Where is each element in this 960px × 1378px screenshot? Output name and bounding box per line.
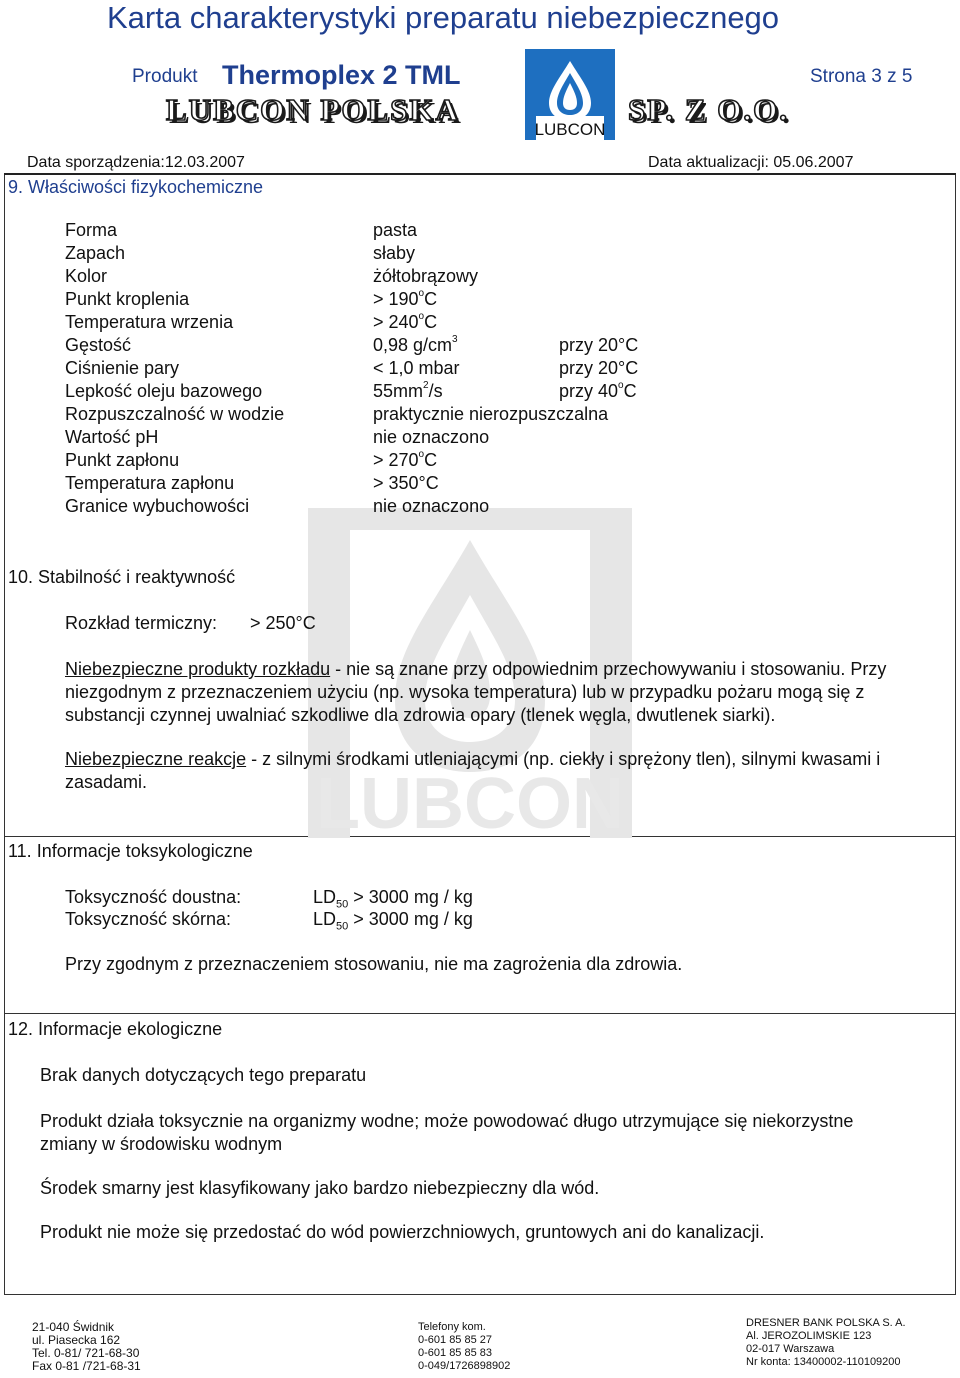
decomposition-label: Rozkład termiczny: <box>65 613 218 633</box>
paragraph-line: zasadami. <box>65 772 148 792</box>
property-value: $55mm^2/s$ <box>373 380 443 401</box>
section-11-title: 11. Informacje toksykologiczne <box>8 841 253 861</box>
toxicity-note: Przy zgodnym z przeznaczeniem stosowaniu, nie ma zagrożenia dla zdrowia. <box>65 954 683 974</box>
toxicity-label: Toksyczność skórna: <box>65 909 232 929</box>
property-value: słaby <box>373 243 416 263</box>
footer-bank <box>746 1317 906 1369</box>
property-label: Lepkość oleju bazowego <box>65 381 263 401</box>
product-name: Thermoplex 2 TML <box>222 60 461 90</box>
product-label: Produkt <box>132 66 198 87</box>
property-value: > $270^oC$ <box>373 449 438 470</box>
paragraph-line: zmiany w środowisku wodnym <box>40 1134 283 1154</box>
footer-line: DRESNER BANK POLSKA S. A. <box>746 1317 906 1329</box>
eco-paragraph: Środek smarny jest klasyfikowany jako bardzo niebezpieczny dla wód. <box>40 1178 600 1198</box>
section-9-title: 9. Właściwości fizykochemiczne <box>8 177 264 197</box>
watermark-text: LUBCON <box>316 764 624 844</box>
property-label: Forma <box>65 220 118 240</box>
footer-line: 21-040 Świdnik <box>32 1320 115 1334</box>
property-label: Kolor <box>65 266 108 286</box>
property-value: żółtobrązowy <box>373 266 479 286</box>
decomposition-value: > 250°C <box>250 613 316 633</box>
property-value: pasta <box>373 220 418 240</box>
page-number: Strona 3 z 5 <box>810 66 913 87</box>
property-value: 0,98 $g/cm^3$ <box>373 334 458 355</box>
decomposition-products-paragraph <box>65 658 955 727</box>
property-condition: przy 40$^o$C <box>559 380 637 401</box>
property-condition: przy 20°C <box>559 335 639 355</box>
footer-line: 0-601 85 85 83 <box>418 1347 493 1359</box>
property-label: Wartość pH <box>65 427 159 447</box>
property-label: Punkt kroplenia <box>65 289 190 309</box>
footer-line: Tel. 0-81/ 721-68-30 <box>32 1346 140 1360</box>
property-value: > $240^oC$ <box>373 311 438 332</box>
footer-line: Fax 0-81 /721-68-31 <box>32 1359 141 1373</box>
document-title: Karta charakterystyki preparatu niebezpiecznego <box>107 0 780 35</box>
frame-top-rule <box>4 173 956 175</box>
property-value: > $190^oC$ <box>373 288 438 309</box>
property-label: Granice wybuchowości <box>65 496 250 516</box>
footer-line: ul. Piasecka 162 <box>32 1333 121 1347</box>
brand-name: LUBCON POLSKA <box>166 92 460 127</box>
paragraph-line: - z silnymi środkami utleniającymi (np. ciekły i sprężony tlen), silnymi kwasami i <box>246 749 881 769</box>
footer-line: 02-017 Warszawa <box>746 1343 835 1355</box>
toxicity-value: $LD_{50} > 3000$ mg / kg <box>313 887 473 911</box>
footer-address <box>32 1321 141 1373</box>
toxicity-value: $LD_{50} > 3000$ mg / kg <box>313 909 473 933</box>
lubcon-logo <box>523 47 617 142</box>
property-condition: przy 20°C <box>559 358 639 378</box>
paragraph-line: Produkt działa toksycznie na organizmy wodne; może powodować długo utrzymujące się niekorzystne <box>40 1111 854 1131</box>
section-12-title: 12. Informacje ekologiczne <box>8 1019 223 1039</box>
property-label: Zapach <box>65 243 126 263</box>
paragraph-line: substancji czynnej uwalniać szkodliwe dla zdrowia opary (tlenek węgla, dwutlenek siarki). <box>65 705 776 725</box>
footer-line: Telefony kom. <box>418 1321 486 1333</box>
brand-suffix: SP. Z O.O. <box>628 92 789 127</box>
paragraph-line: niezgodnym z przeznaczeniem użyciu (np. wysoka temperatura) lub w przypadku pożaru mogą się z <box>65 682 865 702</box>
paragraph-line: - nie są znane przy odpowiednim przechowywaniu i stosowaniu. Przy <box>330 659 887 679</box>
property-value: nie oznaczono <box>373 496 490 516</box>
logo-text: LUBCON <box>534 120 606 139</box>
section-10-title: 10. Stabilność i reaktywność <box>8 567 236 587</box>
section-divider <box>4 1013 956 1014</box>
property-value: < 1,0 mbar <box>373 358 460 378</box>
property-label: Punkt zapłonu <box>65 450 180 470</box>
dangerous-reactions-term: Niebezpieczne reakcje <box>65 749 247 769</box>
date-created: Data sporządzenia:12.03.2007 <box>27 154 245 171</box>
eco-paragraph <box>40 1110 853 1156</box>
property-label: Gęstość <box>65 335 132 355</box>
eco-paragraph: Brak danych dotyczących tego preparatu <box>40 1065 367 1085</box>
property-label: Temperatura zapłonu <box>65 473 235 493</box>
property-label: Rozpuszczalność w wodzie <box>65 404 285 424</box>
footer-line: Al. JEROZOLIMSKIE 123 <box>746 1330 872 1342</box>
date-updated: Data aktualizacji: 05.06.2007 <box>648 154 854 171</box>
footer-line: 0-049/1726898902 <box>418 1360 511 1372</box>
toxicity-label: Toksyczność doustna: <box>65 887 242 907</box>
dangerous-reactions-paragraph <box>65 748 955 794</box>
footer-line: Nr konta: 13400002-110109200 <box>746 1356 901 1368</box>
property-value: nie oznaczono <box>373 427 490 447</box>
property-value: praktycznie nierozpuszczalna <box>373 404 609 424</box>
property-label: Temperatura wrzenia <box>65 312 234 332</box>
property-label: Ciśnienie pary <box>65 358 180 378</box>
decomposition-products-term: Niebezpieczne produkty rozkładu <box>65 659 331 679</box>
footer-line: 0-601 85 85 27 <box>418 1334 493 1346</box>
footer-phones <box>418 1321 510 1373</box>
eco-paragraph: Produkt nie może się przedostać do wód powierzchniowych, gruntowych ani do kanalizacji. <box>40 1222 765 1242</box>
property-value: > 350°C <box>373 473 439 493</box>
